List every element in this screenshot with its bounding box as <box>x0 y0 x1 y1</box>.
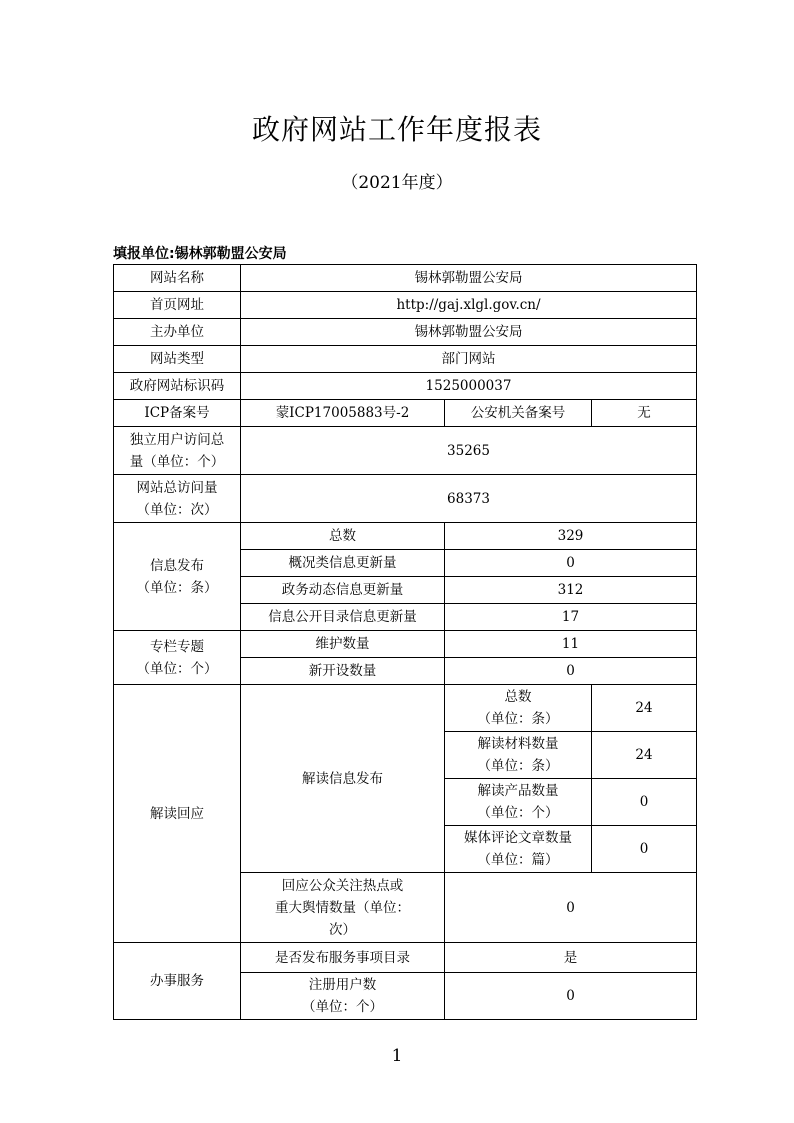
special-topics-label <box>114 631 241 685</box>
home-url-value: http://gaj.xlgl.gov.cn/ <box>241 292 697 319</box>
site-id-value: 1525000037 <box>241 373 697 400</box>
table-row <box>114 400 697 427</box>
page-number: 1 <box>391 1046 403 1066</box>
table-row <box>114 943 697 973</box>
police-record-label: 公安机关备案号 <box>445 400 592 427</box>
label-line: 专栏专题 <box>150 638 204 655</box>
sponsor-value: 锡林郭勒盟公安局 <box>241 319 697 346</box>
label-line: （单位：个） <box>477 805 559 821</box>
table-row <box>114 631 697 658</box>
label-line: 解读材料数量 <box>477 736 559 752</box>
services-label: 办事服务 <box>114 943 241 1020</box>
sub-value: 0 <box>445 658 697 685</box>
sub-value: 0 <box>445 973 697 1020</box>
sub-label: 是否发布服务事项目录 <box>241 943 445 973</box>
report-table <box>113 264 697 1020</box>
table-row <box>114 685 697 732</box>
sub-value: 0 <box>592 779 697 826</box>
row-label: 网站名称 <box>114 265 241 292</box>
label-line: 信息发布 <box>150 557 204 574</box>
label-line: （单位：次） <box>136 501 218 518</box>
row-label: ICP备案号 <box>114 400 241 427</box>
sub-label <box>445 732 592 779</box>
label-line: （单位：个） <box>136 660 218 677</box>
sub-label <box>445 779 592 826</box>
label-line: （单位：条） <box>477 711 559 727</box>
response-label <box>241 873 445 943</box>
sub-value: 329 <box>445 523 697 550</box>
site-name-value: 锡林郭勒盟公安局 <box>241 265 697 292</box>
row-label <box>114 475 241 523</box>
sub-value: 0 <box>592 826 697 873</box>
sub-value: 312 <box>445 577 697 604</box>
table-row <box>114 427 697 475</box>
page-title: 政府网站工作年度报表 <box>251 113 542 146</box>
row-label: 政府网站标识码 <box>114 373 241 400</box>
police-record-value: 无 <box>592 400 697 427</box>
sub-label: 总数 <box>241 523 445 550</box>
label-line: 解读产品数量 <box>477 783 559 799</box>
sub-label: 维护数量 <box>241 631 445 658</box>
sub-label <box>241 973 445 1020</box>
table-row <box>114 265 697 292</box>
label-line: （单位：条） <box>477 758 559 774</box>
sub-label <box>445 826 592 873</box>
label-line: 独立用户访问总 <box>129 431 225 448</box>
sub-label: 新开设数量 <box>241 658 445 685</box>
label-line: 注册用户数 <box>308 977 377 993</box>
sub-value: 24 <box>592 685 697 732</box>
table-row <box>114 319 697 346</box>
interpretation-release-label: 解读信息发布 <box>241 685 445 873</box>
table-row <box>114 523 697 550</box>
label-line: （单位：篇） <box>477 852 559 868</box>
label-line: 量（单位：个） <box>129 453 225 470</box>
info-release-label <box>114 523 241 631</box>
label-line: 次） <box>329 921 356 938</box>
label-line: 媒体评论文章数量 <box>464 830 572 846</box>
site-type-value: 部门网站 <box>241 346 697 373</box>
row-label: 网站类型 <box>114 346 241 373</box>
total-visits-value: 68373 <box>241 475 697 523</box>
sub-label: 政务动态信息更新量 <box>241 577 445 604</box>
label-line: 重大舆情数量（单位： <box>275 899 410 916</box>
sub-value: 0 <box>445 550 697 577</box>
sub-label: 概况类信息更新量 <box>241 550 445 577</box>
label-line: 网站总访问量 <box>136 479 218 496</box>
unique-visitors-value: 35265 <box>241 427 697 475</box>
row-label: 首页网址 <box>114 292 241 319</box>
interpretation-label: 解读回应 <box>114 685 241 943</box>
sub-label: 信息公开目录信息更新量 <box>241 604 445 631</box>
label-line: （单位：条） <box>136 579 218 596</box>
sub-value: 11 <box>445 631 697 658</box>
label-line: 回应公众关注热点或 <box>281 877 404 894</box>
table-row <box>114 475 697 523</box>
sub-value: 24 <box>592 732 697 779</box>
row-label <box>114 427 241 475</box>
icp-value: 蒙ICP17005883号-2 <box>241 400 445 427</box>
filler-unit: 填报单位:锡林郭勒盟公安局 <box>113 246 287 262</box>
sub-value: 17 <box>445 604 697 631</box>
report-year: （2021年度） <box>341 173 453 193</box>
sub-value: 是 <box>445 943 697 973</box>
label-line: （单位：个） <box>302 999 383 1015</box>
row-label: 主办单位 <box>114 319 241 346</box>
table-row <box>114 346 697 373</box>
label-line: 总数 <box>504 689 532 705</box>
sub-label <box>445 685 592 732</box>
response-value: 0 <box>445 873 697 943</box>
table-row <box>114 292 697 319</box>
table-row <box>114 373 697 400</box>
